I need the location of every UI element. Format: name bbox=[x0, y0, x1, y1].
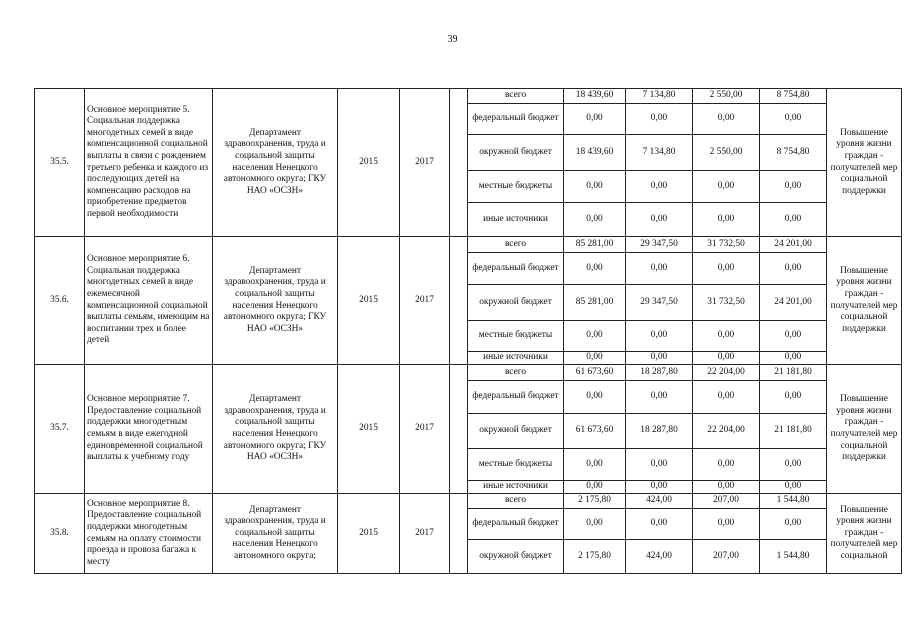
measure-executor: Департамент здравоохранения, труда и социальной защиты населения Ненецкого автономного округа; ГКУ НАО «ОСЗН» bbox=[213, 237, 338, 365]
amount-year-2: 2 550,00 bbox=[693, 135, 760, 171]
amount-total: 0,00 bbox=[564, 449, 626, 481]
year-start: 2015 bbox=[338, 494, 400, 574]
amount-year-1: 0,00 bbox=[626, 449, 693, 481]
amount-year-2: 0,00 bbox=[693, 481, 760, 494]
amount-year-3: 0,00 bbox=[760, 321, 827, 352]
amount-year-2: 0,00 bbox=[693, 352, 760, 365]
amount-total: 61 673,60 bbox=[564, 365, 626, 381]
year-end: 2017 bbox=[400, 237, 450, 365]
amount-year-3: 0,00 bbox=[760, 203, 827, 237]
amount-year-3: 8 754,80 bbox=[760, 135, 827, 171]
measures-table bbox=[34, 88, 902, 574]
empty-cell bbox=[450, 89, 468, 237]
amount-total: 0,00 bbox=[564, 481, 626, 494]
amount-total: 2 175,80 bbox=[564, 540, 626, 574]
empty-cell bbox=[450, 237, 468, 365]
amount-year-1: 18 287,80 bbox=[626, 365, 693, 381]
expected-result: Повышение уровня жизни граждан - получателей мер социальной поддержки bbox=[827, 365, 902, 494]
amount-total: 0,00 bbox=[564, 203, 626, 237]
amount-year-1: 424,00 bbox=[626, 494, 693, 509]
funding-source: федеральный бюджет bbox=[468, 509, 564, 540]
measure-name: Основное мероприятие 6. Социальная поддержка многодетных семей в виде ежемесячной компенсационной социальной выплаты семьям, имеющим на воспитании трех и более детей bbox=[85, 237, 213, 365]
amount-year-3: 0,00 bbox=[760, 104, 827, 135]
amount-year-3: 1 544,80 bbox=[760, 540, 827, 574]
measure-name: Основное мероприятие 8. Предоставление социальной поддержки многодетным семьям на оплату стоимости проезда и провоза багажа к месту bbox=[85, 494, 213, 574]
funding-source: иные источники bbox=[468, 481, 564, 494]
amount-year-1: 0,00 bbox=[626, 381, 693, 414]
funding-source: иные источники bbox=[468, 352, 564, 365]
amount-year-3: 21 181,80 bbox=[760, 414, 827, 449]
amount-year-2: 2 550,00 bbox=[693, 89, 760, 104]
year-end: 2017 bbox=[400, 89, 450, 237]
amount-year-3: 0,00 bbox=[760, 381, 827, 414]
year-start: 2015 bbox=[338, 89, 400, 237]
amount-year-2: 0,00 bbox=[693, 509, 760, 540]
amount-year-2: 22 204,00 bbox=[693, 414, 760, 449]
amount-year-1: 0,00 bbox=[626, 203, 693, 237]
amount-year-2: 22 204,00 bbox=[693, 365, 760, 381]
amount-year-3: 0,00 bbox=[760, 481, 827, 494]
funding-source: всего bbox=[468, 365, 564, 381]
funding-source: окружной бюджет bbox=[468, 285, 564, 321]
table-row bbox=[35, 89, 902, 104]
amount-year-2: 207,00 bbox=[693, 494, 760, 509]
measure-name: Основное мероприятие 7. Предоставление социальной поддержки многодетным семьям в виде ежегодной единовременной социальной выплаты к учебному году bbox=[85, 365, 213, 494]
table-row bbox=[35, 237, 902, 253]
measure-name: Основное мероприятие 5. Социальная поддержка многодетных семей в виде компенсационной социальной выплаты в связи с рождением третьего ребенка и каждого из последующих детей на компенсацию расходов на приобретение предметов первой необходимости bbox=[85, 89, 213, 237]
measure-executor: Департамент здравоохранения, труда и социальной защиты населения Ненецкого автономного округа; ГКУ НАО «ОСЗН» bbox=[213, 365, 338, 494]
funding-source: местные бюджеты bbox=[468, 171, 564, 203]
amount-total: 0,00 bbox=[564, 104, 626, 135]
funding-source: федеральный бюджет bbox=[468, 381, 564, 414]
amount-year-1: 29 347,50 bbox=[626, 237, 693, 253]
amount-year-3: 0,00 bbox=[760, 253, 827, 285]
amount-year-2: 0,00 bbox=[693, 321, 760, 352]
amount-year-1: 0,00 bbox=[626, 104, 693, 135]
amount-total: 85 281,00 bbox=[564, 237, 626, 253]
amount-year-1: 29 347,50 bbox=[626, 285, 693, 321]
amount-year-2: 207,00 bbox=[693, 540, 760, 574]
amount-year-3: 0,00 bbox=[760, 509, 827, 540]
year-end: 2017 bbox=[400, 494, 450, 574]
year-start: 2015 bbox=[338, 365, 400, 494]
amount-total: 18 439,60 bbox=[564, 135, 626, 171]
funding-source: окружной бюджет bbox=[468, 540, 564, 574]
amount-year-1: 0,00 bbox=[626, 253, 693, 285]
amount-year-2: 0,00 bbox=[693, 253, 760, 285]
amount-total: 0,00 bbox=[564, 352, 626, 365]
amount-total: 61 673,60 bbox=[564, 414, 626, 449]
table-row bbox=[35, 365, 902, 381]
measure-number: 35.7. bbox=[35, 365, 85, 494]
page-number: 39 bbox=[447, 34, 458, 45]
measure-number: 35.5. bbox=[35, 89, 85, 237]
measure-number: 35.8. bbox=[35, 494, 85, 574]
amount-year-1: 18 287,80 bbox=[626, 414, 693, 449]
amount-year-1: 0,00 bbox=[626, 321, 693, 352]
empty-cell bbox=[450, 494, 468, 574]
funding-source: всего bbox=[468, 237, 564, 253]
amount-year-1: 0,00 bbox=[626, 352, 693, 365]
amount-year-1: 0,00 bbox=[626, 509, 693, 540]
measure-executor: Департамент здравоохранения, труда и социальной защиты населения Ненецкого автономного округа; ГКУ НАО «ОСЗН» bbox=[213, 89, 338, 237]
amount-year-1: 7 134,80 bbox=[626, 135, 693, 171]
amount-year-3: 0,00 bbox=[760, 449, 827, 481]
funding-source: федеральный бюджет bbox=[468, 253, 564, 285]
amount-year-3: 21 181,80 bbox=[760, 365, 827, 381]
amount-total: 0,00 bbox=[564, 253, 626, 285]
expected-result: Повышение уровня жизни граждан - получателей мер социальной bbox=[827, 494, 902, 574]
amount-total: 85 281,00 bbox=[564, 285, 626, 321]
amount-total: 18 439,60 bbox=[564, 89, 626, 104]
amount-year-3: 0,00 bbox=[760, 352, 827, 365]
amount-year-3: 24 201,00 bbox=[760, 285, 827, 321]
amount-year-3: 0,00 bbox=[760, 171, 827, 203]
amount-year-2: 31 732,50 bbox=[693, 237, 760, 253]
amount-year-3: 8 754,80 bbox=[760, 89, 827, 104]
year-end: 2017 bbox=[400, 365, 450, 494]
table-row bbox=[35, 494, 902, 509]
funding-source: окружной бюджет bbox=[468, 135, 564, 171]
amount-year-2: 0,00 bbox=[693, 104, 760, 135]
amount-year-3: 24 201,00 bbox=[760, 237, 827, 253]
amount-year-2: 0,00 bbox=[693, 449, 760, 481]
amount-year-1: 7 134,80 bbox=[626, 89, 693, 104]
funding-source: федеральный бюджет bbox=[468, 104, 564, 135]
amount-total: 0,00 bbox=[564, 509, 626, 540]
amount-total: 0,00 bbox=[564, 321, 626, 352]
year-start: 2015 bbox=[338, 237, 400, 365]
funding-source: всего bbox=[468, 494, 564, 509]
amount-year-2: 0,00 bbox=[693, 203, 760, 237]
amount-year-1: 424,00 bbox=[626, 540, 693, 574]
funding-source: всего bbox=[468, 89, 564, 104]
amount-total: 2 175,80 bbox=[564, 494, 626, 509]
amount-total: 0,00 bbox=[564, 381, 626, 414]
measure-executor: Департамент здравоохранения, труда и социальной защиты населения Ненецкого автономного округа; bbox=[213, 494, 338, 574]
funding-source: окружной бюджет bbox=[468, 414, 564, 449]
amount-year-1: 0,00 bbox=[626, 171, 693, 203]
amount-year-2: 31 732,50 bbox=[693, 285, 760, 321]
amount-total: 0,00 bbox=[564, 171, 626, 203]
expected-result: Повышение уровня жизни граждан - получателей мер социальной поддержки bbox=[827, 237, 902, 365]
amount-year-1: 0,00 bbox=[626, 481, 693, 494]
empty-cell bbox=[450, 365, 468, 494]
amount-year-2: 0,00 bbox=[693, 171, 760, 203]
funding-source: местные бюджеты bbox=[468, 449, 564, 481]
amount-year-2: 0,00 bbox=[693, 381, 760, 414]
measure-number: 35.6. bbox=[35, 237, 85, 365]
expected-result: Повышение уровня жизни граждан - получателей мер социальной поддержки bbox=[827, 89, 902, 237]
funding-source: местные бюджеты bbox=[468, 321, 564, 352]
funding-source: иные источники bbox=[468, 203, 564, 237]
amount-year-3: 1 544,80 bbox=[760, 494, 827, 509]
